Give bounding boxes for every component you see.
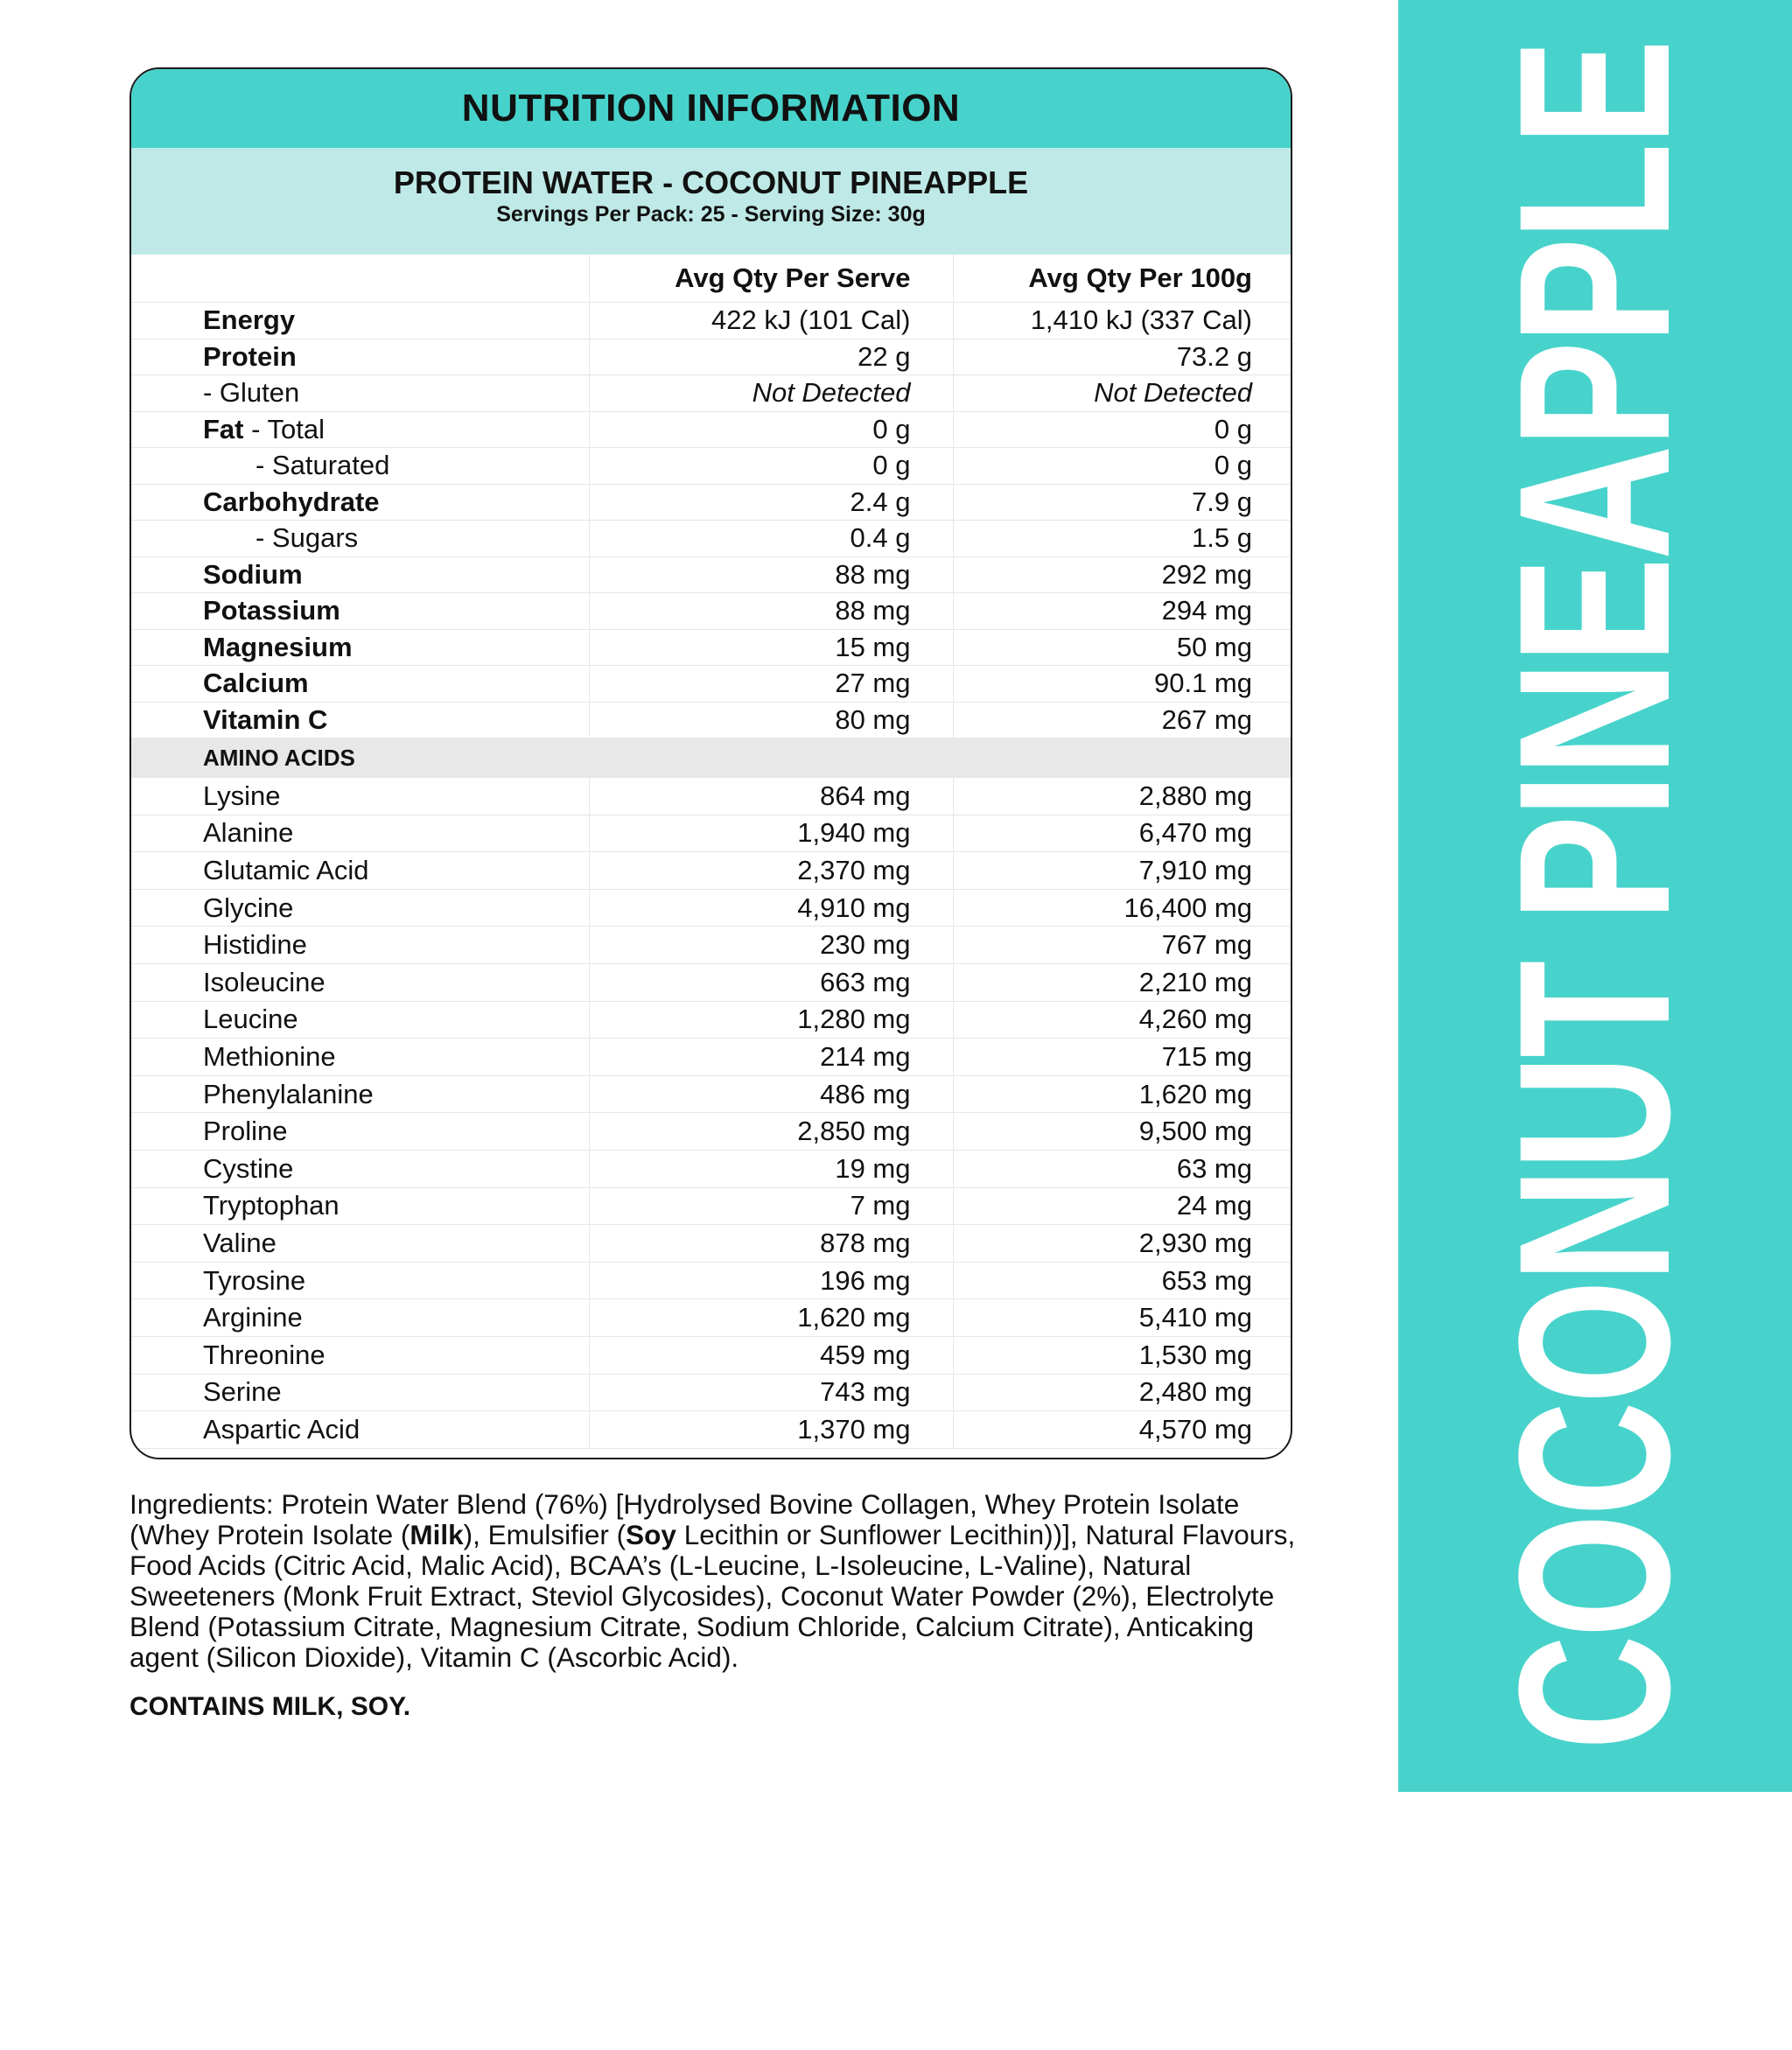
per-100g-value: 1,620 mg bbox=[953, 1075, 1292, 1113]
per-100g-value: 1,410 kJ (337 Cal) bbox=[953, 303, 1292, 339]
column-header-per-serve: Avg Qty Per Serve bbox=[589, 255, 953, 303]
amino-acid-row bbox=[131, 852, 1292, 890]
amino-acid-name: Lysine bbox=[131, 778, 589, 815]
amino-acid-row bbox=[131, 1039, 1292, 1076]
per-serve-value: 214 mg bbox=[589, 1039, 953, 1076]
per-100g-value: 294 mg bbox=[953, 593, 1292, 630]
nutrient-name bbox=[131, 521, 589, 557]
nutrient-label: Carbohydrate bbox=[203, 486, 380, 517]
amino-acid-row bbox=[131, 963, 1292, 1001]
nutrient-name bbox=[131, 411, 589, 448]
amino-acid-row bbox=[131, 778, 1292, 815]
amino-acids-header: AMINO ACIDS bbox=[131, 738, 1292, 778]
per-100g-value: 4,570 mg bbox=[953, 1411, 1292, 1449]
nutrient-row bbox=[131, 484, 1292, 521]
amino-acid-name: Glutamic Acid bbox=[131, 852, 589, 890]
per-100g-value: 2,880 mg bbox=[953, 778, 1292, 815]
nutrient-label: Potassium bbox=[203, 595, 340, 626]
amino-acid-name: Arginine bbox=[131, 1299, 589, 1337]
per-serve-value: 2,370 mg bbox=[589, 852, 953, 890]
nutrient-name bbox=[131, 375, 589, 412]
nutrient-row bbox=[131, 556, 1292, 593]
nutrient-row bbox=[131, 521, 1292, 557]
per-100g-value: 2,930 mg bbox=[953, 1225, 1292, 1263]
side-banner bbox=[1398, 0, 1792, 1792]
per-serve-value: 743 mg bbox=[589, 1374, 953, 1411]
amino-acid-name: Methionine bbox=[131, 1039, 589, 1076]
per-100g-value: 6,470 mg bbox=[953, 815, 1292, 852]
nutrient-name bbox=[131, 666, 589, 703]
per-serve-value: 0 g bbox=[589, 448, 953, 485]
nutrient-label: Fat bbox=[203, 413, 244, 444]
per-serve-value: 4,910 mg bbox=[589, 889, 953, 927]
side-flavour-label: COCONUT PINEAPPLE bbox=[1474, 41, 1715, 1751]
amino-acid-name: Isoleucine bbox=[131, 963, 589, 1001]
column-header-row bbox=[131, 255, 1292, 303]
nutrient-label: Energy bbox=[203, 304, 296, 336]
nutrient-label: Vitamin C bbox=[203, 703, 328, 735]
panel-title: NUTRITION INFORMATION bbox=[131, 69, 1291, 148]
per-serve-value: 1,620 mg bbox=[589, 1299, 953, 1337]
amino-acid-row bbox=[131, 1001, 1292, 1039]
nutrient-label: Sodium bbox=[203, 558, 303, 590]
per-100g-value: 4,260 mg bbox=[953, 1001, 1292, 1039]
per-100g-value: 653 mg bbox=[953, 1262, 1292, 1299]
nutrient-label: Protein bbox=[203, 340, 297, 372]
column-header-per-100g: Avg Qty Per 100g bbox=[953, 255, 1292, 303]
nutrition-panel bbox=[130, 67, 1292, 1459]
per-serve-value: 0.4 g bbox=[589, 521, 953, 557]
per-100g-value: 73.2 g bbox=[953, 339, 1292, 375]
per-serve-value: 864 mg bbox=[589, 778, 953, 815]
nutrient-row bbox=[131, 303, 1292, 339]
amino-acid-name: Alanine bbox=[131, 815, 589, 852]
servings-info: Servings Per Pack: 25 - Serving Size: 30g bbox=[496, 202, 926, 227]
amino-acid-name: Serine bbox=[131, 1374, 589, 1411]
nutrient-row bbox=[131, 593, 1292, 630]
per-serve-value: 459 mg bbox=[589, 1336, 953, 1374]
amino-acids-header-row bbox=[131, 738, 1292, 778]
per-100g-value: 292 mg bbox=[953, 556, 1292, 593]
per-serve-value: 663 mg bbox=[589, 963, 953, 1001]
nutrient-label: Magnesium bbox=[203, 631, 353, 662]
amino-acid-row bbox=[131, 815, 1292, 852]
nutrient-name bbox=[131, 593, 589, 630]
nutrient-name bbox=[131, 303, 589, 339]
per-100g-value: 1,530 mg bbox=[953, 1336, 1292, 1374]
per-serve-value: 15 mg bbox=[589, 629, 953, 666]
per-serve-value: 7 mg bbox=[589, 1187, 953, 1225]
nutrient-row bbox=[131, 448, 1292, 485]
allergen-statement: CONTAINS MILK, SOY. bbox=[130, 1692, 411, 1721]
amino-acid-row bbox=[131, 889, 1292, 927]
per-100g-value: 9,500 mg bbox=[953, 1113, 1292, 1151]
per-serve-value: Not Detected bbox=[589, 375, 953, 412]
per-serve-value: 80 mg bbox=[589, 702, 953, 738]
per-100g-value: 7,910 mg bbox=[953, 852, 1292, 890]
per-serve-value: 230 mg bbox=[589, 927, 953, 964]
amino-acid-name: Cystine bbox=[131, 1150, 589, 1187]
amino-acid-row bbox=[131, 1150, 1292, 1187]
per-serve-value: 88 mg bbox=[589, 556, 953, 593]
amino-acid-name: Phenylalanine bbox=[131, 1075, 589, 1113]
column-header-empty bbox=[131, 255, 589, 303]
product-title: PROTEIN WATER - COCONUT PINEAPPLE bbox=[393, 164, 1029, 200]
amino-acid-name: Tryptophan bbox=[131, 1187, 589, 1225]
per-serve-value: 1,940 mg bbox=[589, 815, 953, 852]
per-100g-value: Not Detected bbox=[953, 375, 1292, 412]
amino-acid-name: Aspartic Acid bbox=[131, 1411, 589, 1449]
amino-acid-row bbox=[131, 1411, 1292, 1449]
ingredients-text: Ingredients: Protein Water Blend (76%) [Hydrolysed Bovine Collagen, Whey Protein Isolate (Whey Protein Isolate (Milk), Emulsifier (Soy Lecithin or Sunflower Lecithin))], Natural Flavours, Food Acids (Citric Acid, Malic Acid), BCAA’s (L-Leucine, L-Isoleucine, L-Valine), Natural Sweeteners (Monk Fruit Extract, Steviol Glycosides), Coconut Water Powder (2%), Electrolyte Blend (Potassium Citrate, Magnesium Citrate, Sodium Chloride, Calcium Citrate), Anticaking agent (Silicon Dioxide), Vitamin C (Ascorbic Acid). bbox=[130, 1488, 1296, 1673]
nutrient-row bbox=[131, 702, 1292, 738]
amino-acid-name: Leucine bbox=[131, 1001, 589, 1039]
per-serve-value: 22 g bbox=[589, 339, 953, 375]
per-100g-value: 1.5 g bbox=[953, 521, 1292, 557]
amino-acid-row bbox=[131, 1075, 1292, 1113]
amino-acid-name: Histidine bbox=[131, 927, 589, 964]
per-serve-value: 1,370 mg bbox=[589, 1411, 953, 1449]
per-100g-value: 24 mg bbox=[953, 1187, 1292, 1225]
per-serve-value: 2.4 g bbox=[589, 484, 953, 521]
nutrient-row bbox=[131, 339, 1292, 375]
nutrient-name bbox=[131, 448, 589, 485]
nutrition-table bbox=[131, 255, 1292, 1449]
nutrient-sublabel: - Saturated bbox=[256, 450, 390, 481]
per-serve-value: 88 mg bbox=[589, 593, 953, 630]
nutrient-sublabel: - Gluten bbox=[203, 377, 300, 409]
amino-acid-name: Proline bbox=[131, 1113, 589, 1151]
nutrient-row bbox=[131, 629, 1292, 666]
per-100g-value: 0 g bbox=[953, 448, 1292, 485]
per-100g-value: 2,210 mg bbox=[953, 963, 1292, 1001]
amino-acid-row bbox=[131, 1225, 1292, 1263]
amino-acid-row bbox=[131, 1374, 1292, 1411]
per-serve-value: 2,850 mg bbox=[589, 1113, 953, 1151]
per-100g-value: 267 mg bbox=[953, 702, 1292, 738]
per-serve-value: 486 mg bbox=[589, 1075, 953, 1113]
per-serve-value: 1,280 mg bbox=[589, 1001, 953, 1039]
amino-acid-row bbox=[131, 927, 1292, 964]
per-serve-value: 19 mg bbox=[589, 1150, 953, 1187]
per-100g-value: 50 mg bbox=[953, 629, 1292, 666]
per-serve-value: 878 mg bbox=[589, 1225, 953, 1263]
per-100g-value: 16,400 mg bbox=[953, 889, 1292, 927]
nutrient-row bbox=[131, 666, 1292, 703]
per-serve-value: 196 mg bbox=[589, 1262, 953, 1299]
per-serve-value: 0 g bbox=[589, 411, 953, 448]
amino-acid-row bbox=[131, 1187, 1292, 1225]
nutrient-row bbox=[131, 411, 1292, 448]
per-100g-value: 0 g bbox=[953, 411, 1292, 448]
product-header bbox=[131, 148, 1291, 255]
amino-acid-name: Threonine bbox=[131, 1336, 589, 1374]
nutrient-sublabel: - Total bbox=[243, 413, 325, 444]
amino-acid-name: Tyrosine bbox=[131, 1262, 589, 1299]
amino-acid-row bbox=[131, 1262, 1292, 1299]
nutrient-label: Calcium bbox=[203, 668, 309, 699]
per-100g-value: 63 mg bbox=[953, 1150, 1292, 1187]
nutrient-name bbox=[131, 702, 589, 738]
nutrient-name bbox=[131, 556, 589, 593]
per-100g-value: 715 mg bbox=[953, 1039, 1292, 1076]
nutrient-sublabel: - Sugars bbox=[256, 522, 359, 554]
per-100g-value: 7.9 g bbox=[953, 484, 1292, 521]
nutrient-name bbox=[131, 484, 589, 521]
amino-acid-row bbox=[131, 1336, 1292, 1374]
amino-acid-row bbox=[131, 1299, 1292, 1337]
amino-acid-name: Glycine bbox=[131, 889, 589, 927]
per-100g-value: 90.1 mg bbox=[953, 666, 1292, 703]
per-serve-value: 422 kJ (101 Cal) bbox=[589, 303, 953, 339]
nutrient-row bbox=[131, 375, 1292, 412]
nutrient-name bbox=[131, 339, 589, 375]
per-serve-value: 27 mg bbox=[589, 666, 953, 703]
per-100g-value: 5,410 mg bbox=[953, 1299, 1292, 1337]
per-100g-value: 2,480 mg bbox=[953, 1374, 1292, 1411]
nutrient-name bbox=[131, 629, 589, 666]
amino-acid-row bbox=[131, 1113, 1292, 1151]
amino-acid-name: Valine bbox=[131, 1225, 589, 1263]
per-100g-value: 767 mg bbox=[953, 927, 1292, 964]
